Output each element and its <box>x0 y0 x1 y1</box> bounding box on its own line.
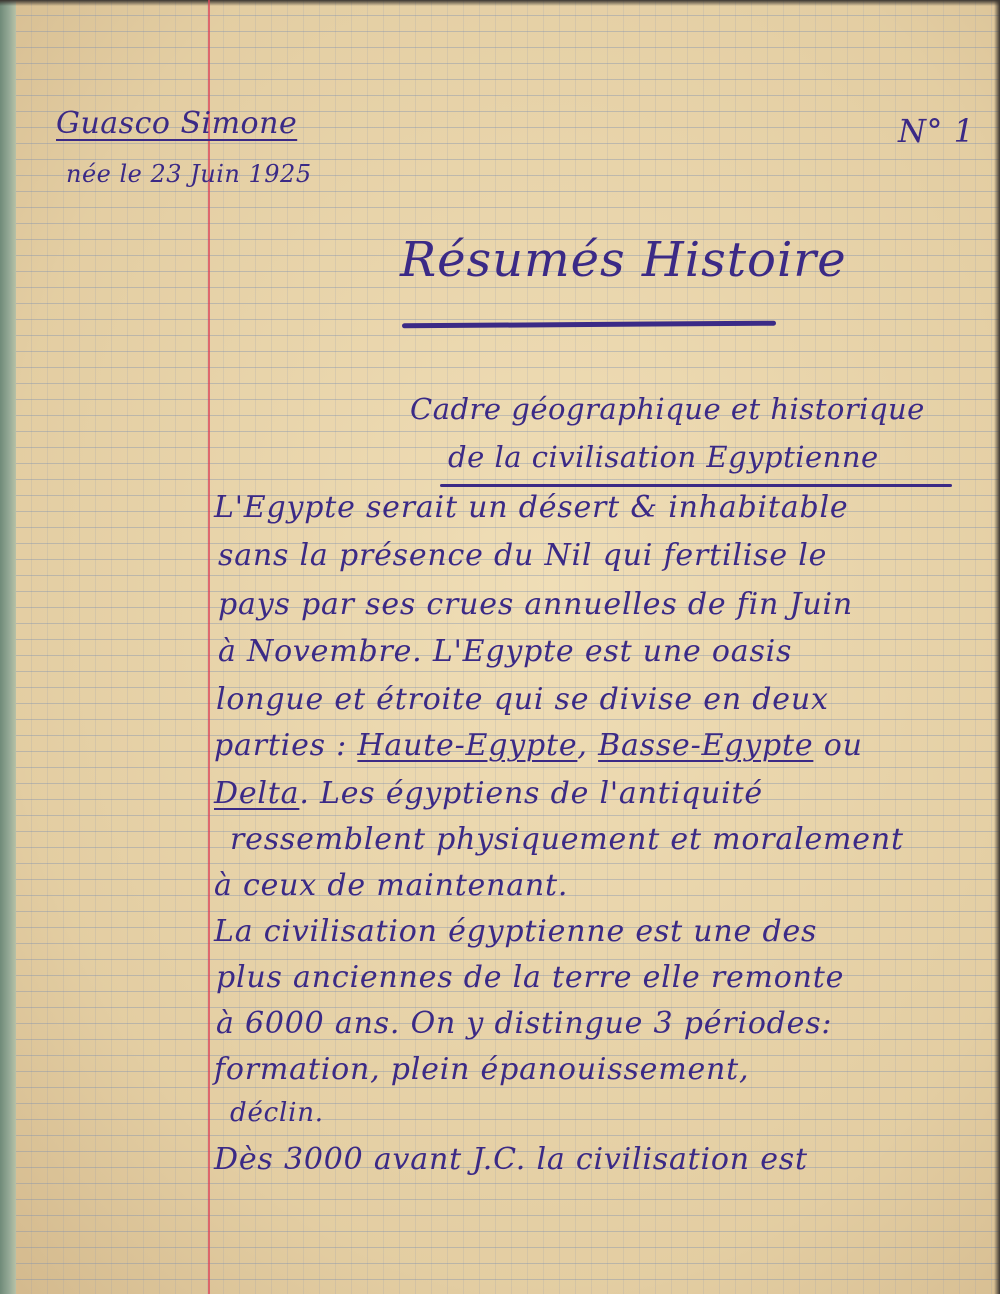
body-line: longue et étroite qui se divise en deux <box>216 682 829 717</box>
notebook-cover-edge <box>0 0 16 1294</box>
body-text: ou <box>813 728 863 763</box>
body-text: parties : <box>214 728 358 763</box>
section-heading-underline <box>440 484 952 487</box>
underlined-term-basse-egypte: Basse-Egypte <box>598 728 814 763</box>
body-text: . Les égyptiens de l'antiquité <box>299 776 763 811</box>
birth-date: née le 23 Juin 1925 <box>66 160 312 188</box>
underlined-term-haute-egypte: Haute-Egypte <box>357 728 578 763</box>
body-line: L'Egypte serait un désert & inhabitable <box>214 490 849 525</box>
scan-edge-top <box>0 0 1000 6</box>
underlined-term-delta: Delta <box>214 776 300 811</box>
body-line: ressemblent physiquement et moralement <box>230 822 904 857</box>
body-line: pays par ses crues annuelles de fin Juin <box>218 587 853 622</box>
body-line: La civilisation égyptienne est une des <box>214 914 818 949</box>
body-line: à ceux de maintenant. <box>214 868 569 903</box>
student-name: Guasco Simone <box>56 106 298 141</box>
section-heading-line-1: Cadre géographique et historique <box>410 392 925 426</box>
body-line: sans la présence du Nil qui fertilise le <box>218 538 828 573</box>
body-line: formation, plein épanouissement, <box>214 1052 750 1087</box>
body-line: Dès 3000 avant J.C. la civilisation est <box>214 1142 808 1177</box>
body-line: à Novembre. L'Egypte est une oasis <box>218 634 793 669</box>
section-heading-line-2: de la civilisation Egyptienne <box>448 440 879 474</box>
body-line: plus anciennes de la terre elle remonte <box>216 960 845 995</box>
margin-line <box>208 0 210 1294</box>
body-line <box>214 776 763 811</box>
page-title: Résumés Histoire <box>400 232 847 288</box>
body-line <box>214 728 863 763</box>
title-underline <box>402 321 776 329</box>
body-text: , <box>577 728 599 763</box>
body-line: déclin. <box>230 1098 324 1128</box>
scan-edge-right <box>994 0 1000 1294</box>
page-number: N° 1 <box>898 112 975 150</box>
body-line: à 6000 ans. On y distingue 3 périodes: <box>216 1006 833 1041</box>
